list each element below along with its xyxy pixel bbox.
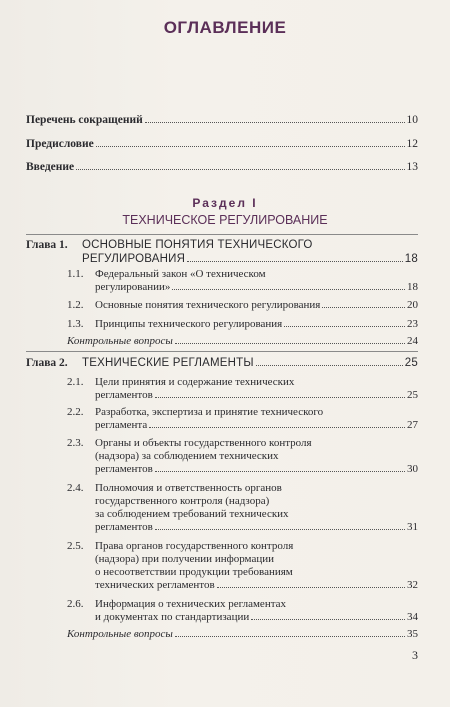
item-number: 2.1.: [67, 376, 84, 388]
item-text-line: Информация о технических регламентах: [95, 598, 287, 610]
item-text-line: Основные понятия технического регулирования: [95, 299, 321, 311]
dot-leader: [155, 397, 405, 398]
dot-leader: [76, 169, 404, 170]
item-last-row: [95, 389, 418, 402]
toc-item-2-3[interactable]: [67, 437, 418, 476]
toc-item-2-5[interactable]: [67, 540, 418, 592]
dot-leader: [172, 289, 405, 290]
item-text-line: (надзора) при получении информации: [95, 553, 274, 565]
item-text-line: Принципы технического регулирования: [95, 318, 283, 330]
item-last-row: [95, 299, 418, 312]
item-last-row: [95, 611, 418, 624]
chapter-title-line: ТЕХНИЧЕСКИЕ РЕГЛАМЕНТЫ: [82, 357, 254, 369]
section-label: Раздел I: [192, 196, 258, 210]
dot-leader: [149, 427, 405, 428]
dot-leader: [284, 326, 405, 327]
item-page: 23: [407, 318, 418, 330]
item-last-row: [95, 281, 418, 294]
toc-chapter-2[interactable]: [26, 356, 418, 370]
item-text-line: регламентов: [95, 389, 153, 401]
toc-entry-preface[interactable]: [26, 137, 418, 151]
item-number: 2.6.: [67, 598, 84, 610]
chapter-title-line: РЕГУЛИРОВАНИЯ: [82, 253, 186, 265]
item-number: 2.4.: [67, 482, 84, 494]
toc-control-questions-1[interactable]: [67, 335, 418, 348]
item-page: 30: [407, 463, 418, 475]
control-page: 24: [407, 335, 418, 347]
toc-entry-introduction[interactable]: [26, 160, 418, 174]
item-last-row: [95, 521, 418, 534]
item-text-line: Органы и объекты государственного контроля: [95, 437, 312, 449]
toc-item-1-3[interactable]: [67, 318, 418, 331]
toc-item-1-1[interactable]: [67, 268, 418, 294]
item-page: 25: [407, 389, 418, 401]
toc-entry-abbreviations[interactable]: [26, 113, 418, 127]
item-page: 34: [407, 611, 418, 623]
item-text-line: регламентов: [95, 521, 153, 533]
item-text-line: государственного контроля (надзора): [95, 495, 270, 507]
section-title: ТЕХНИЧЕСКОЕ РЕГУЛИРОВАНИЕ: [122, 213, 328, 227]
item-text-line: и документах по стандартизации: [95, 611, 250, 623]
dot-leader: [175, 636, 405, 637]
item-page: 20: [407, 299, 418, 311]
toc-item-1-2[interactable]: [67, 299, 418, 312]
toc-heading: ОГЛАВЛЕНИЕ: [163, 18, 287, 37]
item-text-line: Права органов государственного контроля: [95, 540, 294, 552]
toc-entry-title: Предисловие: [26, 138, 94, 150]
item-text-line: Полномочия и ответственность органов: [95, 482, 282, 494]
item-last-row: [95, 419, 418, 432]
dot-leader: [155, 471, 405, 472]
chapter-number: Глава 1.: [26, 239, 68, 251]
dot-leader: [251, 619, 405, 620]
item-text-line: регламента: [95, 419, 148, 431]
chapter-page: 25: [404, 357, 418, 369]
item-text-line: Цели принятия и содержание технических: [95, 376, 295, 388]
dot-leader: [256, 365, 403, 366]
item-number: 2.3.: [67, 437, 84, 449]
item-last-row: [95, 463, 418, 476]
dot-leader: [155, 529, 405, 530]
control-title: Контрольные вопросы: [67, 628, 173, 640]
dot-leader: [322, 307, 405, 308]
toc-item-2-2[interactable]: [67, 406, 418, 432]
toc-entry-page: 13: [406, 161, 418, 173]
toc-entry-page: 10: [406, 114, 418, 126]
control-page: 35: [407, 628, 418, 640]
page-number: 3: [412, 648, 418, 662]
item-page: 27: [407, 419, 418, 431]
item-last-row: [95, 579, 418, 592]
item-page: 31: [407, 521, 418, 533]
item-page: 18: [407, 281, 418, 293]
toc-entry-title: Перечень сокращений: [26, 114, 143, 126]
item-last-row: [95, 318, 418, 331]
chapter-page: 18: [404, 253, 418, 265]
toc-item-2-6[interactable]: [67, 598, 418, 624]
item-text-line: регламентов: [95, 463, 153, 475]
item-number: 2.2.: [67, 406, 84, 418]
toc-chapter-1[interactable]: [26, 238, 418, 266]
dot-leader: [96, 146, 405, 147]
divider: [26, 351, 418, 352]
control-title: Контрольные вопросы: [67, 335, 173, 347]
dot-leader: [217, 587, 405, 588]
chapter-number: Глава 2.: [26, 357, 68, 369]
dot-leader: [175, 343, 405, 344]
item-page: 32: [407, 579, 418, 591]
toc-entry-title: Введение: [26, 161, 75, 173]
item-text-line: о несоответствии продукции требованиям: [95, 566, 293, 578]
item-text-line: Разработка, экспертиза и принятие технического: [95, 406, 324, 418]
item-number: 1.2.: [67, 299, 84, 311]
dot-leader: [187, 261, 403, 262]
dot-leader: [145, 122, 405, 123]
item-text-line: (надзора) за соблюдением технических: [95, 450, 279, 462]
item-text-line: Федеральный закон «О техническом: [95, 268, 266, 280]
item-text-line: регулировании»: [95, 281, 171, 293]
chapter-title-line: ОСНОВНЫЕ ПОНЯТИЯ ТЕХНИЧЕСКОГО: [82, 239, 313, 251]
item-text-line: за соблюдением требований технических: [95, 508, 289, 520]
item-number: 1.1.: [67, 268, 84, 280]
toc-entry-page: 12: [406, 138, 418, 150]
item-text-line: технических регламентов: [95, 579, 215, 591]
toc-item-2-1[interactable]: [67, 376, 418, 402]
toc-control-questions-2[interactable]: [67, 628, 418, 641]
divider: [26, 234, 418, 235]
chapter-title-row: [82, 356, 418, 370]
item-number: 1.3.: [67, 318, 84, 330]
chapter-title-row: [82, 252, 418, 266]
toc-item-2-4[interactable]: [67, 482, 418, 534]
item-number: 2.5.: [67, 540, 84, 552]
